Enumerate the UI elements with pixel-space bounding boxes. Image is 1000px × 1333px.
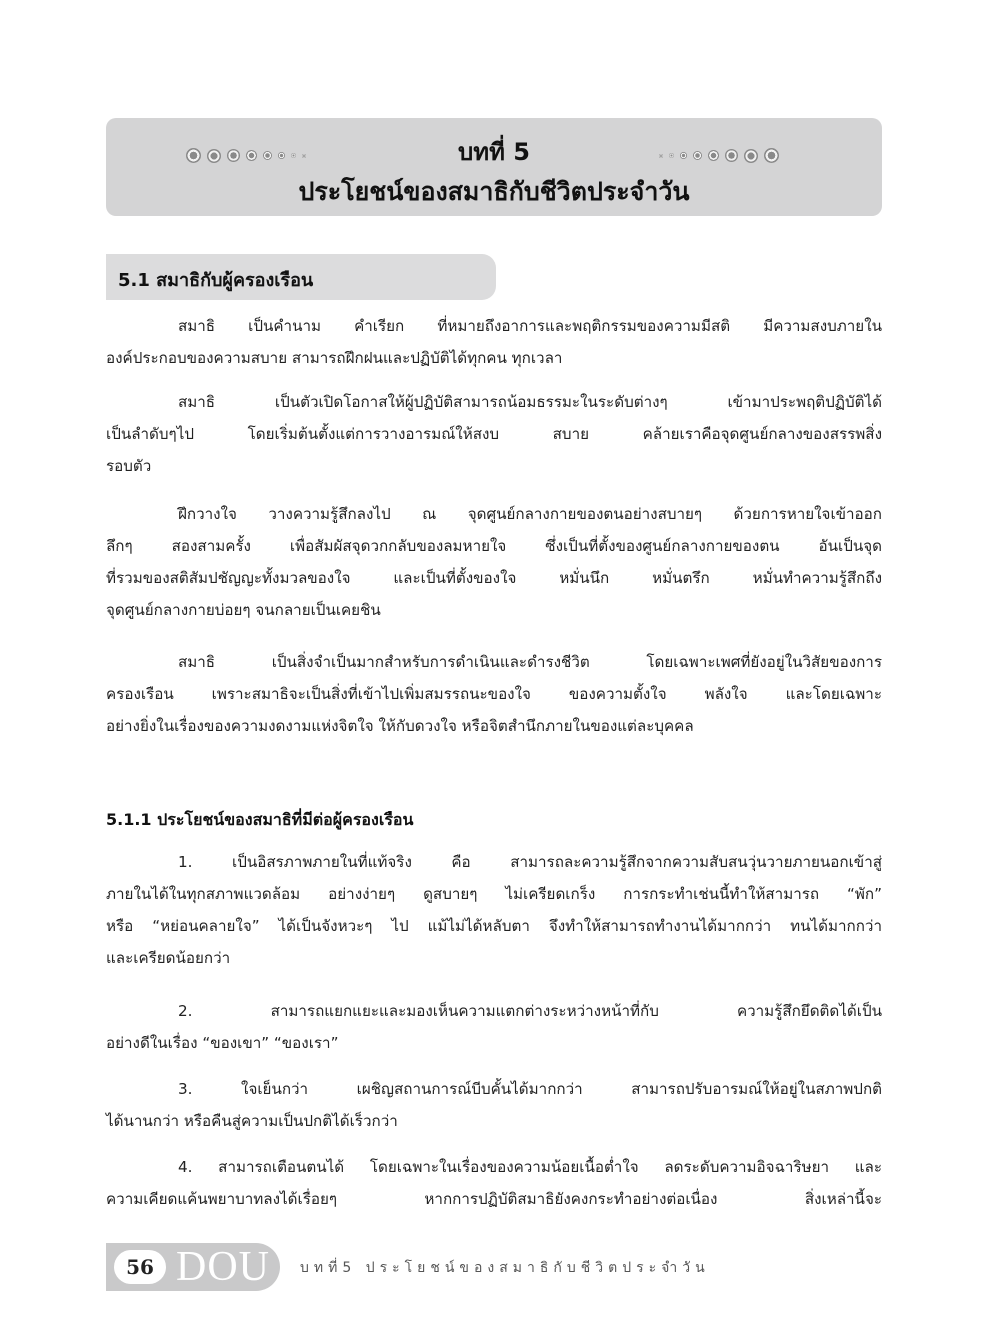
chapter-banner: [106, 118, 882, 216]
paragraph: [106, 646, 882, 742]
dot-icon: [725, 149, 738, 162]
paragraph-line: อย่างยิ่งในเรื่องของความงดงามแห่งจิตใจ ให้กับดวงใจ หรือจิตสำนึกภายในของแต่ละบุคคล: [106, 717, 694, 735]
paragraph-line: และเครียดน้อยกว่า: [106, 949, 231, 967]
dot-icon: [764, 148, 779, 163]
paragraph-line: ครองเรือน เพราะสมาธิจะเป็นสิ่งที่เข้าไปเพิ่มสมรรถนะของใจ ของความตั้งใจ พลังใจ และโดยเฉพาะ: [106, 685, 882, 703]
paragraph-line: สมาธิ เป็นคำนาม คำเรียก ที่หมายถึงอาการและพฤติกรรมของความมีสติ มีความสงบภายใน: [178, 317, 882, 335]
paragraph-line: รอบตัว: [106, 457, 152, 475]
running-title: บทที่5 ประโยชน์ของสมาธิกับชีวิตประจำวัน: [300, 1260, 710, 1276]
paragraph-line: อย่างดีในเรื่อง “ของเขา” “ของเรา”: [106, 1034, 339, 1052]
paragraph-line: เป็นลำดับๆไป โดยเริ่มต้นตั้งแต่การวางอารมณ์ให้สงบ สบาย คล้ายเราคือจุดศูนย์กลางของสรรพสิ่ง: [106, 425, 882, 443]
paragraph-line: ฝึกวางใจ วางความรู้สึกลงไป ณ จุดศูนย์กลางกายของตนอย่างสบายๆ ด้วยการหายใจเข้าออก: [178, 505, 882, 523]
paragraph-line: ได้นานกว่า หรือคืนสู่ความเป็นปกติได้เร็วกว่า: [106, 1112, 398, 1130]
paragraph-line: ภายในได้ในทุกสภาพแวดล้อม อย่างง่ายๆ ดูสบายๆ ไม่เครียดเกร็ง การกระทำเช่นนี้ทำให้สามารถ “พัก”: [106, 885, 882, 903]
dot-icon: [659, 154, 663, 158]
dot-icon: [744, 149, 758, 163]
section-heading: 5.1 สมาธิกับผู้ครองเรือน: [118, 270, 314, 291]
dot-icon: [708, 150, 719, 161]
dou-logo: DOU: [176, 1244, 270, 1290]
paragraph-line: องค์ประกอบของความสบาย สามารถฝึกฝนและปฏิบัติได้ทุกคน ทุกเวลา: [106, 349, 563, 367]
section-heading-box: [106, 254, 496, 300]
list-item: [106, 1151, 882, 1215]
paragraph: [106, 310, 882, 374]
dot-icon: [669, 153, 674, 158]
chapter-title: ประโยชน์ของสมาธิกับชีวิตประจำวัน: [298, 177, 690, 206]
paragraph-line: 3. ใจเย็นกว่า เผชิญสถานการณ์บีบคั้นได้มากกว่า สามารถปรับอารมณ์ให้อยู่ในสภาพปกติ: [178, 1080, 882, 1098]
paragraph-line: 1. เป็นอิสรภาพภายในที่แท้จริง คือ สามารถละความรู้สึกจากความสับสนวุ่นวายภายนอกเข้าสู่: [178, 853, 882, 871]
paragraph-line: จุดศูนย์กลางกายบ่อยๆ จนกลายเป็นเคยชิน: [106, 601, 381, 619]
paragraph: [106, 386, 882, 482]
paragraph: [106, 498, 882, 626]
paragraph-line: ที่รวมของสติสัมปชัญญะทั้งมวลของใจ และเป็นที่ตั้งของใจ หมั่นนึก หมั่นตรึก หมั่นทำความรู้สึกถึง: [106, 569, 882, 587]
paragraph-line: 2. สามารถแยกแยะและมองเห็นความแตกต่างระหว่างหน้าที่กับ ความรู้สึกยึดติดได้เป็น: [178, 1002, 882, 1020]
dot-icon: [680, 152, 687, 159]
paragraph-line: สมาธิ เป็นตัวเปิดโอกาสให้ผู้ปฏิบัติสามารถน้อมธรรมะในระดับต่างๆ เข้ามาประพฤติปฏิบัติได้: [178, 393, 882, 411]
subsection-heading: 5.1.1 ประโยชน์ของสมาธิที่มีต่อผู้ครองเรือน: [106, 810, 414, 829]
page-number: 56: [114, 1250, 166, 1284]
paragraph-line: ลึกๆ สองสามครั้ง เพื่อสัมผัสจุดวกกลับของลมหายใจ ซึ่งเป็นที่ตั้งของศูนย์กลางกายของตน อันเป็นจุด: [106, 537, 882, 555]
chapter-number: บทที่ 5: [458, 138, 530, 166]
paragraph-line: หรือ “หย่อนคลายใจ” ได้เป็นจังหวะๆ ไป แม้ไม่ได้หลับตา จึงทำให้สามารถทำงานได้มากกว่า ทนได้มากกว่า: [106, 917, 882, 935]
list-item: [106, 846, 882, 974]
list-item: [106, 995, 882, 1059]
list-item: [106, 1073, 882, 1137]
paragraph-line: 4. สามารถเตือนตนได้ โดยเฉพาะในเรื่องของความน้อยเนื้อต่ำใจ ลดระดับความอิจฉาริษยา และ: [178, 1158, 882, 1176]
paragraph-line: สมาธิ เป็นสิ่งจำเป็นมากสำหรับการดำเนินและดำรงชีวิต โดยเฉพาะเพศที่ยังอยู่ในวิสัยของการ: [178, 653, 882, 671]
decorative-dots-right: [659, 148, 785, 163]
paragraph-line: ความเคียดแค้นพยาบาทลงได้เรื่อยๆ หากการปฏิบัติสมาธิยังคงกระทำอย่างต่อเนื่อง สิ่งเหล่านี้จะ: [106, 1190, 882, 1208]
footer-badge: [106, 1243, 280, 1291]
dot-icon: [693, 151, 702, 160]
